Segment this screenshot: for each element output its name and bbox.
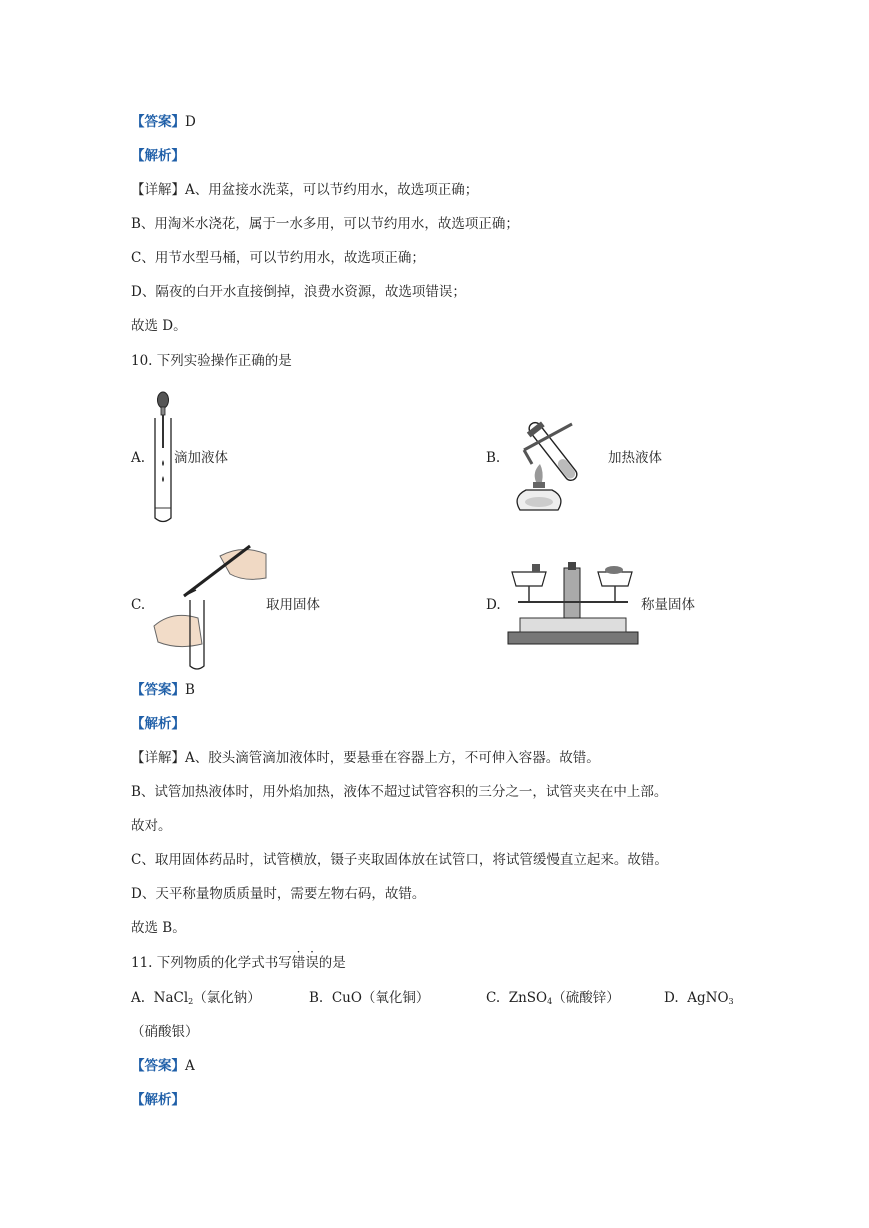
emphasis-char: 误	[305, 955, 319, 971]
answer-line-q11: 【答案】A	[131, 1058, 195, 1074]
detail-line-q10-b: B、试管加热液体时，用外焰加热，液体不超过试管容积的三分之一，试管夹夹在中上部。	[131, 784, 668, 800]
q11-option-a: A. NaCl$_2$（氯化钠）	[131, 990, 261, 1006]
solid-taking-figure	[152, 538, 270, 674]
q11-option-c: C. ZnSO$_4$（硫酸锌）	[486, 990, 620, 1006]
detail-line-q10-c: C、取用固体药品时，试管横放，镊子夹取固体放在试管口，将试管缓慢直立起来。故错。	[131, 852, 668, 868]
detail-line-q10-a: 【详解】A、胶头滴管滴加液体时，要悬垂在容器上方，不可伸入容器。故错。	[131, 750, 600, 766]
conclusion-q9: 故选 D。	[131, 318, 187, 334]
answer-line-q10: 【答案】B	[131, 682, 195, 698]
conclusion-q10: 故选 B。	[131, 920, 186, 936]
option-c-letter: C.	[131, 597, 146, 613]
question-10-stem: 10. 下列实验操作正确的是	[131, 353, 292, 369]
option-d-letter: D.	[486, 597, 501, 613]
option-a-letter: A.	[131, 450, 146, 466]
analysis-tag-q9: 【解析】	[131, 148, 185, 164]
answer-line-q9	[131, 113, 196, 131]
q11-option-b: B. CuO（氧化铜）	[309, 990, 430, 1006]
detail-tag: 【详解】	[131, 182, 185, 198]
answer-tag: 【答案】	[131, 114, 185, 130]
option-b-letter: B.	[486, 450, 501, 466]
detail-line-q10-d: D、天平称量物质质量时，需要左物右码，故错。	[131, 886, 426, 902]
heating-figure	[502, 402, 606, 512]
analysis-tag-q10: 【解析】	[131, 716, 185, 732]
option-c-label: 取用固体	[266, 597, 320, 613]
analysis-tag-q11: 【解析】	[131, 1092, 185, 1108]
detail-line-q9-d: D、隔夜的白开水直接倒掉，浪费水资源，故选项错误；	[131, 284, 466, 300]
q11-option-d-name: （硝酸银）	[131, 1024, 199, 1040]
emphasis-char: 错	[291, 955, 306, 971]
answer-value: D	[185, 114, 196, 130]
detail-line-q9-c: C、用节水型马桶，可以节约用水，故选项正确；	[131, 250, 425, 266]
q11-option-d: D. AgNO$_3$	[664, 990, 734, 1006]
option-d-label: 称量固体	[641, 597, 695, 613]
option-b-label: 加热液体	[608, 450, 662, 466]
detail-line-q9-b: B、用淘米水浇花，属于一水多用，可以节约用水，故选项正确；	[131, 216, 519, 232]
balance-figure	[506, 560, 640, 646]
option-a-label: 滴加液体	[174, 450, 228, 466]
detail-line-q9-a: 【详解】A、用盆接水洗菜，可以节约用水，故选项正确；	[131, 182, 479, 198]
question-11-stem: 11. 下列物质的化学式书写错误的是	[131, 955, 346, 971]
detail-line-q10-b-cont: 故对。	[131, 818, 172, 834]
